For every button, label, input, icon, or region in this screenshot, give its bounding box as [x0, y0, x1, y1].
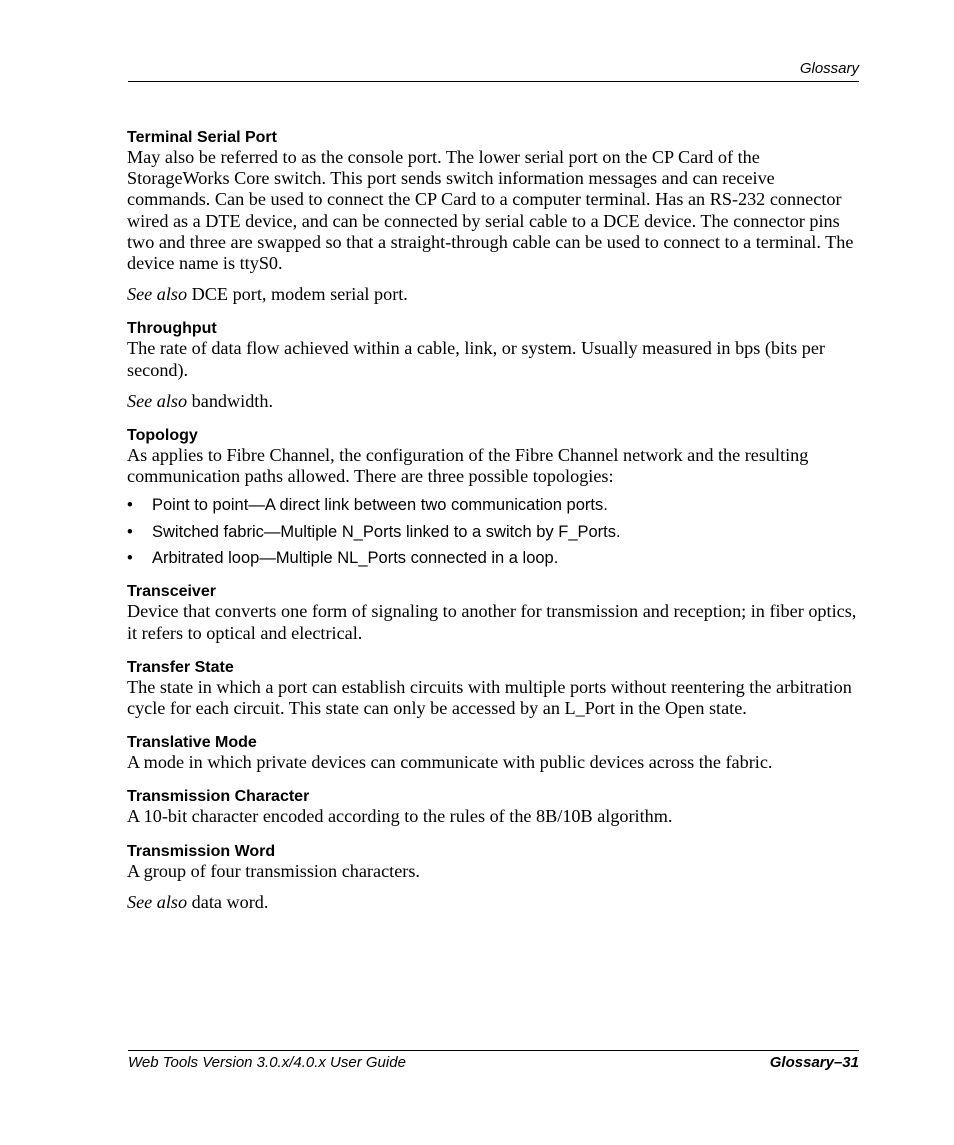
bullet-icon: • — [127, 522, 133, 541]
glossary-entry-throughput — [127, 319, 859, 412]
glossary-definition: May also be referred to as the console port. The lower serial port on the CP Card of the StorageWorks Core switch. This port sends switch information messages and can receive commands. Can be used to connect the CP Card to a computer terminal. Has an RS-232 connector wired as a DTE device, and can be connected by serial cable to a DCE device. The connector pins two and three are swapped so that a straight-through cable can be used to connect to a terminal. The device name is ttyS0. — [127, 147, 854, 274]
glossary-definition: Device that converts one form of signaling to another for transmission and reception; in fiber optics, it refers to optical and electrical. — [127, 601, 857, 643]
glossary-definition: As applies to Fibre Channel, the configuration of the Fibre Channel network and the resulting communication paths allowed. There are three possible topologies: — [127, 445, 809, 487]
glossary-entry-transmission-character — [127, 787, 859, 827]
glossary-term: Transmission Character — [127, 788, 310, 806]
list-item-text: Point to point—A direct link between two communication ports. — [152, 496, 608, 515]
see-also — [127, 892, 859, 913]
glossary-term: Transfer State — [127, 658, 234, 676]
glossary-entry-transceiver — [127, 582, 859, 643]
bullet-icon: • — [127, 496, 133, 515]
glossary-entry-topology — [127, 426, 859, 568]
glossary-term: Transceiver — [127, 583, 216, 601]
glossary-term: Throughput — [127, 320, 217, 338]
glossary-entry-terminal-serial-port — [127, 128, 859, 305]
see-also — [127, 391, 859, 412]
glossary-definition: A mode in which private devices can communicate with public devices across the fabric. — [127, 752, 773, 773]
glossary-content — [127, 128, 859, 927]
see-also-label: See also — [127, 891, 188, 912]
glossary-term: Terminal Serial Port — [127, 129, 277, 146]
glossary-definition: A group of four transmission characters. — [127, 860, 420, 881]
see-also — [127, 284, 859, 305]
list-item — [127, 523, 859, 542]
see-also-text: data word. — [187, 891, 269, 912]
running-header: Glossary — [799, 60, 859, 77]
glossary-entry-transmission-word — [127, 842, 859, 913]
see-also-text: bandwidth. — [187, 390, 273, 411]
list-item-text: Switched fabric—Multiple N_Ports linked to a switch by F_Ports. — [152, 522, 621, 541]
glossary-definition: A 10-bit character encoded according to the rules of the 8B/10B algorithm. — [127, 806, 673, 827]
glossary-entry-transfer-state — [127, 658, 859, 719]
glossary-entry-translative-mode — [127, 733, 859, 773]
see-also-label: See also — [127, 284, 188, 305]
topology-list — [127, 496, 859, 568]
list-item-text: Arbitrated loop—Multiple NL_Ports connected in a loop. — [152, 549, 559, 568]
list-item — [127, 496, 859, 515]
header-rule — [128, 81, 859, 82]
footer-doc-title: Web Tools Version 3.0.x/4.0.x User Guide — [128, 1054, 406, 1071]
see-also-text: DCE port, modem serial port. — [187, 284, 408, 305]
list-item — [127, 549, 859, 568]
glossary-definition: The state in which a port can establish circuits with multiple ports without reentering the arbitration cycle for each circuit. This state can only be accessed by an L_Port in the Open state. — [127, 676, 852, 719]
footer-rule — [128, 1050, 859, 1051]
glossary-definition: The rate of data flow achieved within a cable, link, or system. Usually measured in bps (bits per second). — [127, 338, 825, 380]
see-also-label: See also — [127, 390, 188, 411]
glossary-term: Transmission Word — [127, 842, 276, 860]
glossary-term: Translative Mode — [127, 734, 257, 752]
glossary-term: Topology — [127, 427, 198, 445]
bullet-icon: • — [127, 549, 133, 568]
page-number: Glossary–31 — [769, 1054, 859, 1071]
